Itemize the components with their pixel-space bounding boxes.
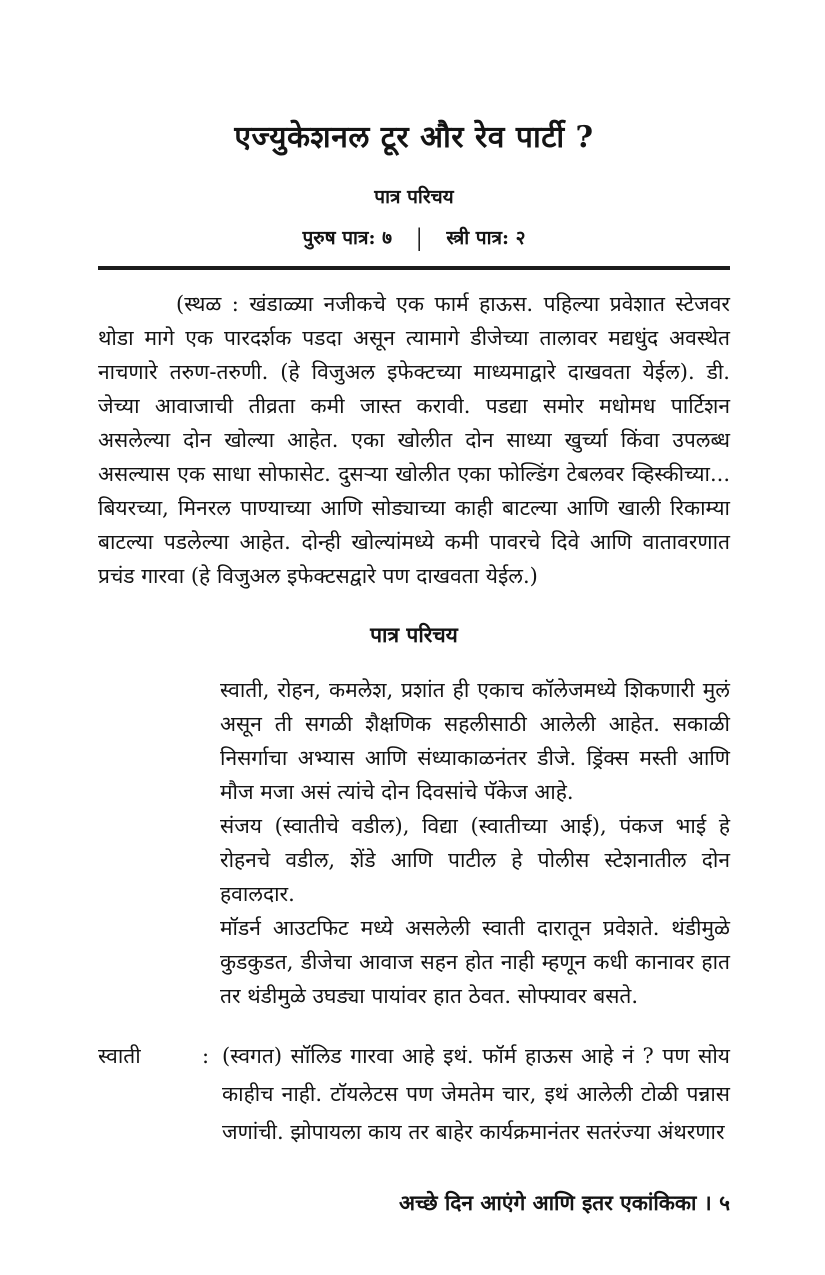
intro-paragraph-1: स्वाती, रोहन, कमलेश, प्रशांत ही एकाच कॉलेजमध्ये शिकणारी मुलं असून ती सगळी शैक्षणिक सहलीसाठी आलेली आहेत. सकाळी निसर्गाचा अभ्यास आणि संध्याकाळनंतर डीजे. ड्रिंक्स मस्ती आणि मौज मजा असं त्यांचे दोन दिवसांचे पॅकेज आहे.	[220, 678, 730, 804]
dialogue-text: (स्वगत) सॉलिड गारवा आहे इथं. फॉर्म हाऊस आहे नं ? पण सोय काहीच नाही. टॉयलेटस पण जेमतेम चार, इथं आलेली टोळी पन्नास जणांची. झोपायला काय तर बाहेर कार्यक्रमानंतर सतरंज्या अंथरणार	[222, 1044, 730, 1144]
speaker-name: स्वाती	[98, 1044, 141, 1068]
section-heading: पात्र परिचय	[370, 622, 458, 647]
character-intro	[220, 673, 730, 1013]
male-cast-count: पुरुष पात्र: ७	[302, 227, 392, 249]
intro-paragraph-3: मॉडर्न आउटफिट मध्ये असलेली स्वाती दारातून प्रवेशते. थंडीमुळे कुडकुडत, डीजेचा आवाज सहन होत नाही म्हणून कधी कानावर हात तर थंडीमुळे उघड्या पायांवर हात ठेवत. सोफ्यावर बसते.	[220, 916, 730, 1008]
stage-direction: (स्थळ : खंडाळ्या नजीकचे एक फार्म हाऊस. पहिल्या प्रवेशात स्टेजवर थोडा मागे एक पारदर्शक पडदा असून त्यामागे डीजेच्या तालावर मद्यधुंद अवस्थेत नाचणारे तरुण-तरुणी. (हे विजुअल इफेक्टच्या माध्यमाद्वारे दाखवता येईल). डी. जेच्या आवाजाची तीव्रता कमी जास्त करावी. पडद्या समोर मधोमध पार्टिशन असलेल्या दोन खोल्या आहेत. एका खोलीत दोन साध्या खुर्च्या किंवा उपलब्ध असल्यास एक साधा सोफासेट. दुसऱ्या खोलीत एका फोल्डिंग टेबलवर व्हिस्कीच्या... बियरच्या, मिनरल पाण्याच्या आणि सोड्याच्या काही बाटल्या आणि खाली रिकाम्या बाटल्या पडलेल्या आहेत. दोन्ही खोल्यांमध्ये कमी पावरचे दिवे आणि वातावरणात प्रचंड गारवा (हे विजुअल इफेक्टसद्वारे पण दाखवता येईल.)	[98, 292, 730, 588]
dialogue-colon: :	[202, 1044, 210, 1068]
intro-paragraph-2: संजय (स्वातीचे वडील), विद्या (स्वातीच्या आई), पंकज भाई हे रोहनचे वडील, शेंडे आणि पाटील हे पोलीस स्टेशनातील दोन हवालदार.	[220, 814, 730, 906]
cast-separator: |	[415, 224, 423, 252]
cast-heading: पात्र परिचय	[374, 186, 454, 208]
dialogue-block	[98, 1037, 730, 1151]
header-rule	[98, 266, 730, 270]
page-footer: अच्छे दिन आएंगे आणि इतर एकांकिका । ५	[399, 1190, 730, 1215]
page-title: एज्युकेशनल टूर और रेव पार्टी ?	[234, 120, 594, 155]
female-cast-count: स्त्री पात्र: २	[446, 227, 526, 249]
cast-counts	[98, 224, 730, 250]
